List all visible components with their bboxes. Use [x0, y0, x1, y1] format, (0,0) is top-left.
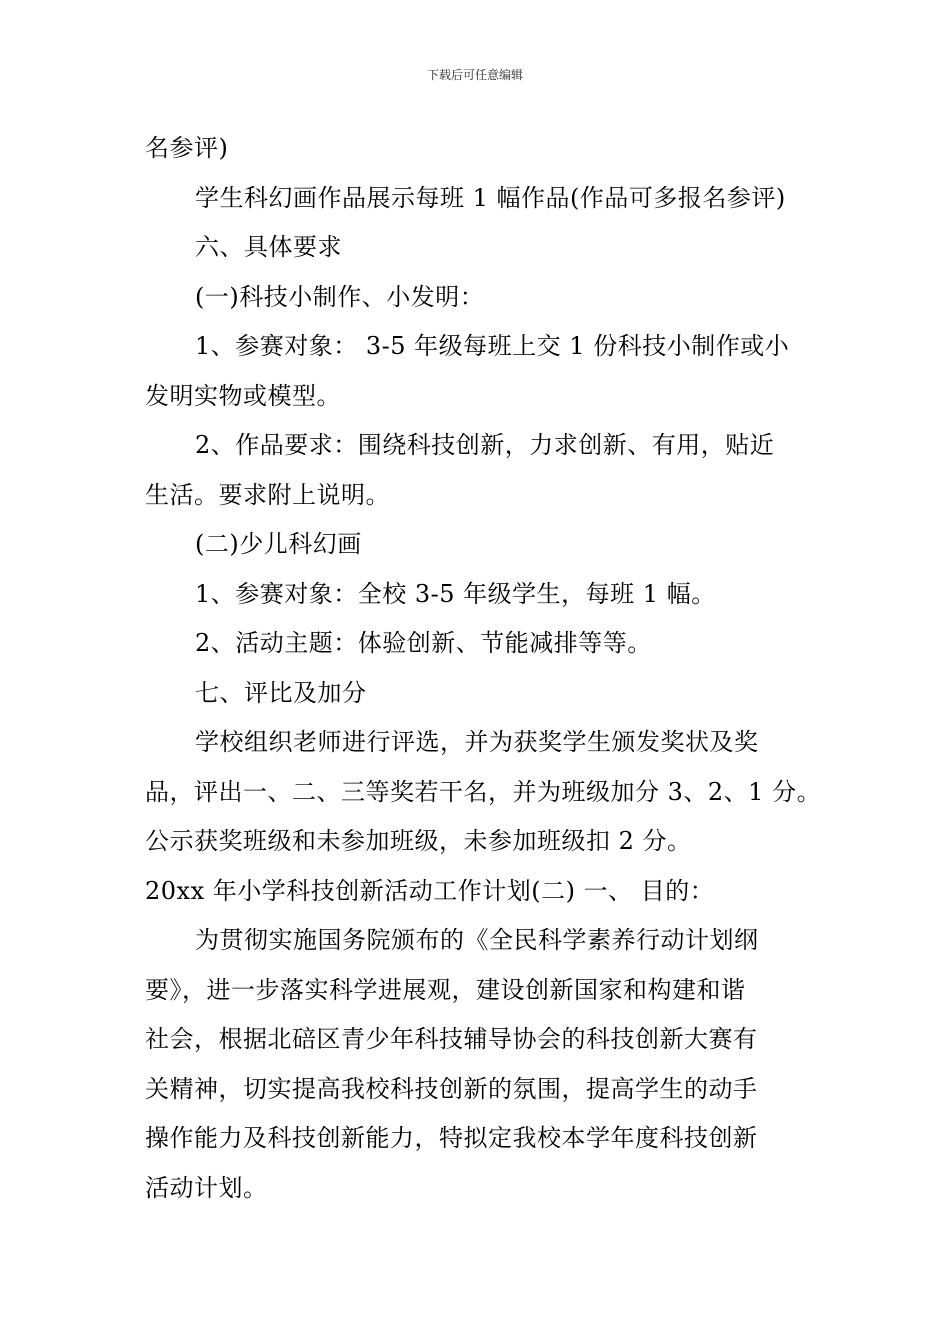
text-line: 生活。要求附上说明。 [145, 480, 390, 509]
section-heading: 七、评比及加分 [195, 678, 367, 707]
text-line: 1、参赛对象： 3-5 年级每班上交 1 份科技小制作或小 [195, 332, 790, 360]
page-header-note: 下载后可任意编辑 [426, 68, 523, 82]
text-line: 要》，进一步落实科学进展观，建设创新国家和构建和谐 [145, 975, 746, 1004]
text-line: 公示获奖班级和未参加班级，未参加班级扣 2 分。 [145, 827, 692, 855]
text-line: 学校组织老师进行评选，并为获奖学生颁发奖状及奖 [195, 728, 759, 756]
text-line: 名参评) [145, 134, 229, 162]
text-line: 2、作品要求：围绕科技创新，力求创新、有用，贴近 [195, 431, 775, 459]
text-line: 活动计划。 [145, 1173, 268, 1202]
text-line: 社会，根据北碚区青少年科技辅导协会的科技创新大赛有 [145, 1025, 758, 1053]
text-line: 学生科幻画作品展示每班 1 幅作品(作品可多报名参评) [195, 183, 786, 212]
text-line: 2、活动主题：体验创新、节能减排等等。 [195, 629, 652, 657]
text-line: 操作能力及科技创新能力，特拟定我校本学年度科技创新 [145, 1124, 758, 1152]
section-heading: 六、具体要求 [195, 233, 342, 261]
document-title-line: 20xx 年小学科技创新活动工作计划(二) 一、 目的： [145, 876, 715, 905]
text-line: 为贯彻实施国务院颁布的《全民科学素养行动计划纲 [195, 926, 759, 954]
text-line: 品，评出一、二、三等奖若干名，并为班级加分 3、2、1 分。 [145, 777, 822, 806]
text-line: 发明实物或模型。 [145, 381, 341, 410]
text-line: 关精神，切实提高我校科技创新的氛围，提高学生的动手 [145, 1074, 758, 1103]
subsection-heading: (二)少儿科幻画 [195, 530, 362, 558]
document-body [145, 124, 822, 1213]
subsection-heading: (一)科技小制作、小发明： [195, 282, 485, 311]
text-line: 1、参赛对象：全校 3-5 年级学生，每班 1 幅。 [195, 579, 716, 608]
